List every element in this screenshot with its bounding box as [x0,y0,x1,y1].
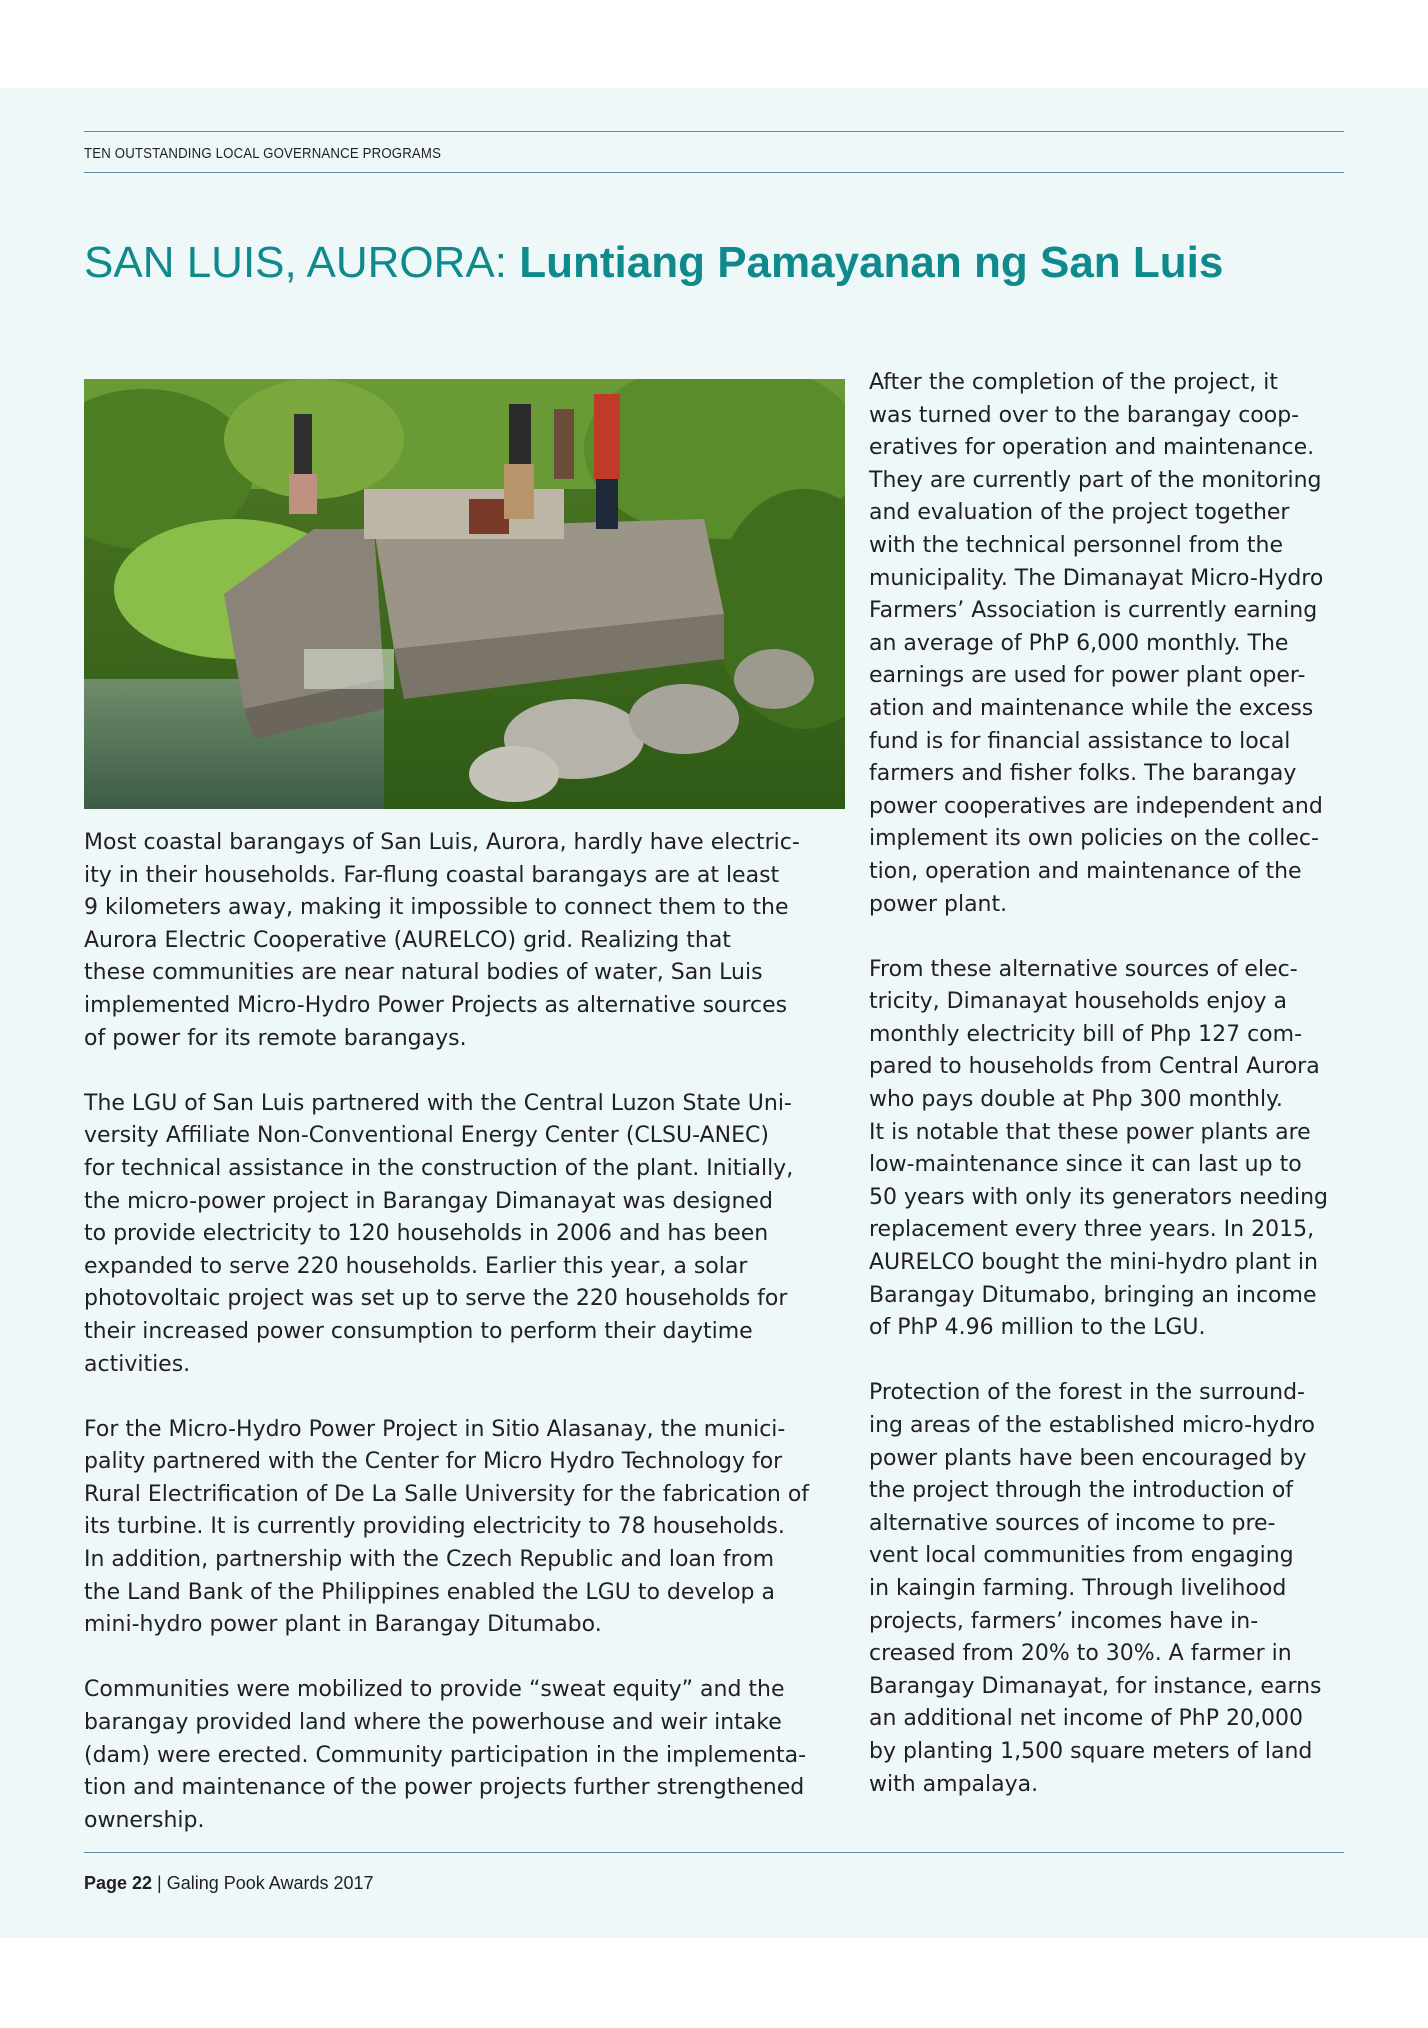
text-line: After the completion of the project, it [869,370,1279,395]
text-line: and evaluation of the project together [869,500,1290,526]
text-line: activities. [84,1351,191,1377]
text-line: They are currently part of the monitoring [869,467,1322,493]
text-line: eratives for operation and maintenance. [869,435,1315,461]
text-line: (dam) were erected. Community participation in the implementa- [84,1742,807,1768]
text-line: implemented Micro-Hydro Power Projects as alternative sources [84,992,788,1018]
text-line: Barangay Dimanayat, for instance, earns [869,1673,1322,1699]
right-paragraph-3 [869,1377,1349,1801]
text-line: expanded to serve 220 households. Earlier this year, a solar [84,1253,748,1279]
text-line: an average of PhP 6,000 monthly. The [869,630,1289,656]
text-line: implement its own policies on the collec- [869,826,1319,852]
header-rule-top [84,131,1344,132]
text-line: was turned over to the barangay coop- [869,402,1300,428]
text-line: Aurora Electric Cooperative (AURELCO) grid. Realizing that [84,927,731,953]
text-line: Most coastal barangays of San Luis, Aurora, hardly have electric- [84,830,800,855]
text-line: ity in their households. Far-flung coastal barangays are at least [84,862,780,888]
text-line: From these alternative sources of elec- [869,956,1298,982]
left-paragraph-4 [84,1674,844,1837]
text-line: earnings are used for power plant oper- [869,663,1306,689]
text-line: vent local communities from engaging [869,1543,1294,1569]
text-line: It is notable that these power plants are [869,1119,1311,1145]
text-line: power plants have been encouraged by [869,1445,1307,1471]
title-program: Luntiang Pamayanan ng San Luis [519,238,1224,287]
text-line: by planting 1,500 square meters of land [869,1738,1313,1764]
text-line: in kaingin farming. Through livelihood [869,1575,1287,1601]
text-line: ownership. [84,1807,205,1833]
text-line: tricity, Dimanayat households enjoy a [869,989,1287,1015]
left-column-body [84,827,844,1837]
text-line: farmers and fisher folks. The barangay [869,761,1297,787]
text-line: power cooperatives are independent and [869,793,1323,819]
running-header: TEN OUTSTANDING LOCAL GOVERNANCE PROGRAMS [84,145,442,162]
text-line: power plant. [869,891,1008,917]
text-line: In addition, partnership with the Czech Republic and loan from [84,1547,775,1573]
header-rule-bottom [84,172,1344,173]
text-line: Rural Electrification of De La Salle University for the fabrication of [84,1481,810,1507]
left-paragraph-2 [84,1088,844,1381]
text-line: photovoltaic project was set up to serve the 220 households for [84,1286,788,1312]
text-line: of power for its remote barangays. [84,1025,467,1051]
text-line: monthly electricity bill of Php 127 com- [869,1021,1303,1047]
text-line: 50 years with only its generators needing [869,1184,1329,1210]
text-line: tion, operation and maintenance of the [869,858,1302,884]
text-line: AURELCO bought the mini-hydro plant in [869,1250,1318,1276]
right-paragraph-2 [869,954,1349,1345]
footer-separator: | [152,1873,167,1893]
footer-rule [84,1852,1344,1853]
text-line: Protection of the forest in the surround- [869,1380,1305,1406]
text-line: for technical assistance in the construction of the plant. Initially, [84,1155,794,1181]
publication-name: Galing Pook Awards 2017 [166,1873,374,1893]
text-line: these communities are near natural bodies of water, San Luis [84,960,763,986]
text-line: low-maintenance since it can last up to [869,1152,1302,1178]
text-line: versity Affiliate Non-Conventional Energy Center (CLSU-ANEC) [84,1123,769,1149]
article-title [84,238,1223,288]
text-line: barangay provided land where the powerhouse and weir intake [84,1710,782,1736]
text-line: creased from 20% to 30%. A farmer in [869,1641,1292,1667]
text-line: their increased power consumption to perform their daytime [84,1318,753,1344]
right-paragraph-1 [869,367,1349,921]
text-line: Farmers’ Association is currently earning [869,598,1318,624]
right-column-body [869,367,1349,1801]
text-line: pared to households from Central Aurora [869,1054,1320,1080]
text-line: with ampalaya. [869,1771,1039,1797]
text-line: pality partnered with the Center for Micro Hydro Technology for [84,1449,783,1475]
title-place: SAN LUIS, AURORA: [84,238,520,287]
text-line: For the Micro-Hydro Power Project in Sitio Alasanay, the munici- [84,1416,786,1442]
text-line: mini-hydro power plant in Barangay Ditumabo. [84,1612,602,1638]
text-line: projects, farmers’ incomes have in- [869,1608,1259,1634]
text-line: municipality. The Dimanayat Micro-Hydro [869,565,1324,591]
text-line: fund is for financial assistance to local [869,728,1291,754]
text-line: with the technical personnel from the [869,532,1283,558]
text-line: Communities were mobilized to provide “sweat equity” and the [84,1677,785,1703]
text-line: the micro-power project in Barangay Dimanayat was designed [84,1188,773,1214]
left-paragraph-1 [84,827,844,1055]
text-line: the project through the introduction of [869,1478,1294,1504]
page-number: Page 22 [84,1873,153,1893]
text-line: Barangay Ditumabo, bringing an income [869,1282,1317,1308]
page-footer [84,1873,374,1894]
text-line: 9 kilometers away, making it impossible to connect them to the [84,895,789,921]
text-line: an additional net income of PhP 20,000 [869,1706,1303,1732]
micro-hydro-weir-photo [84,379,845,809]
text-line: who pays double at Php 300 monthly. [869,1087,1283,1113]
left-paragraph-3 [84,1414,844,1642]
text-line: The LGU of San Luis partnered with the Central Luzon State Uni- [84,1090,792,1116]
text-line: the Land Bank of the Philippines enabled the LGU to develop a [84,1579,775,1605]
text-line: alternative sources of income to pre- [869,1510,1276,1536]
text-line: tion and maintenance of the power projects further strengthened [84,1775,805,1801]
text-line: to provide electricity to 120 households in 2006 and has been [84,1221,769,1247]
text-line: ation and maintenance while the excess [869,695,1314,721]
text-line: replacement every three years. In 2015, [869,1217,1315,1243]
text-line: ing areas of the established micro-hydro [869,1413,1315,1438]
text-line: of PhP 4.96 million to the LGU. [869,1315,1206,1341]
text-line: its turbine. It is currently providing electricity to 78 households. [84,1514,785,1540]
